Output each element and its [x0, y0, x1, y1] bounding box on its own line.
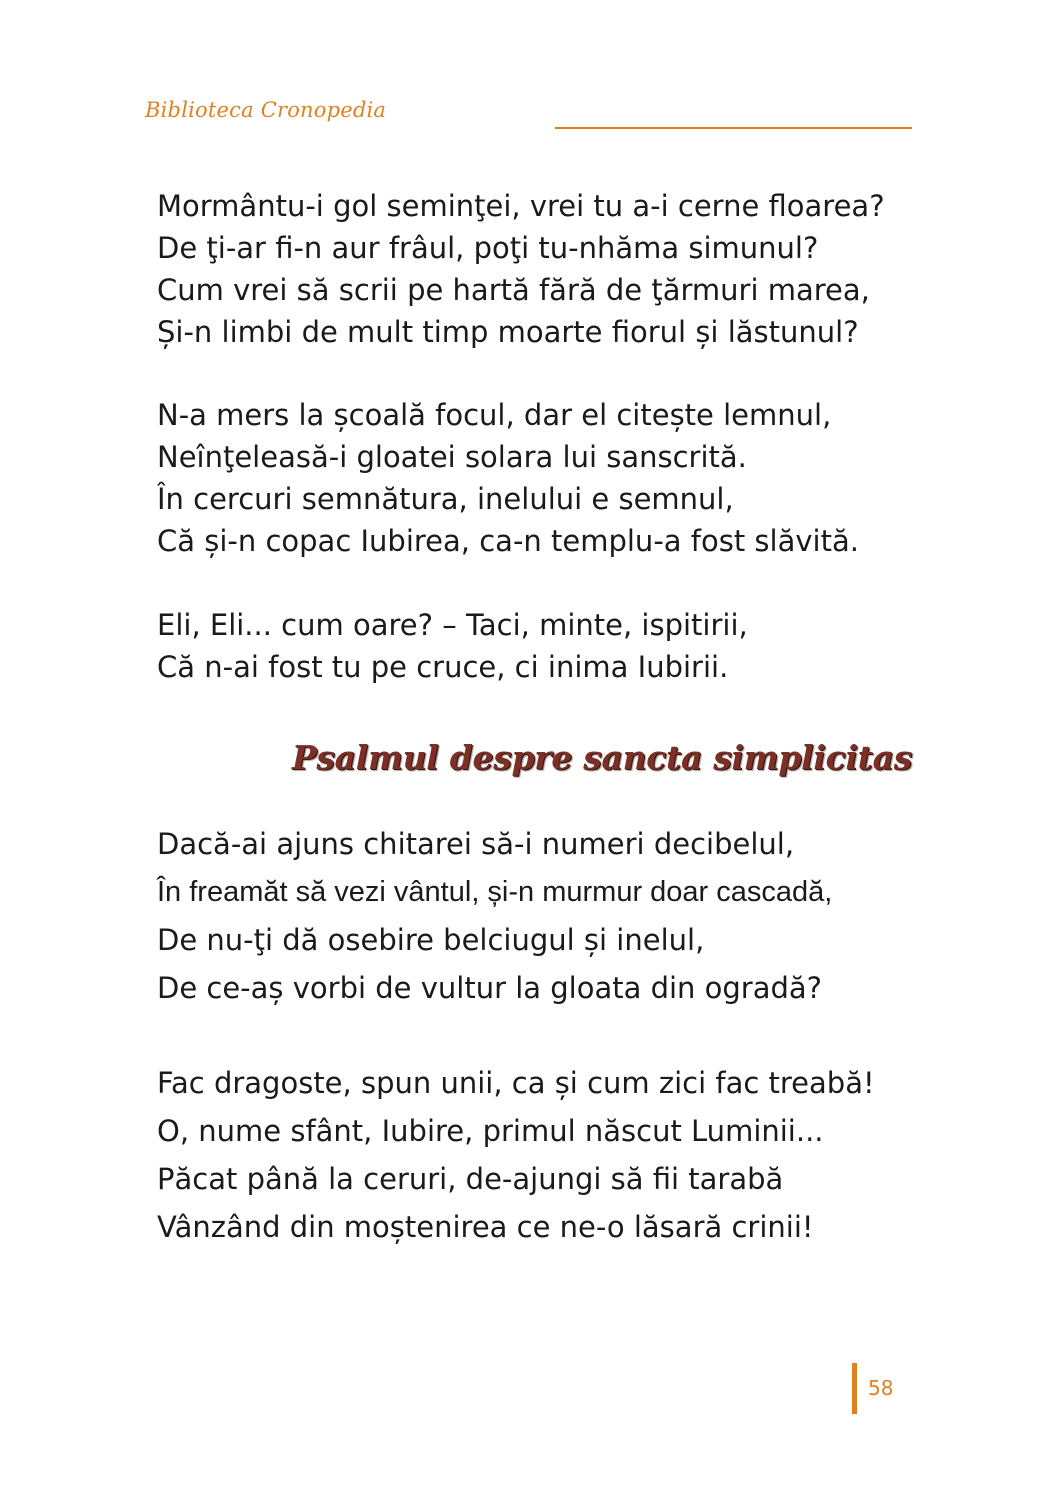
- poem-line: Mormântu-i gol seminţei, vrei tu a-i cerne floarea?: [157, 189, 885, 223]
- poem-line: În freamăt să vezi vântul, și-n murmur doar cascadă,: [157, 876, 833, 908]
- stanza: [157, 1059, 875, 1251]
- poem-title: Psalmul despre sancta simplicitas: [291, 738, 912, 777]
- poem-line: O, nume sfânt, Iubire, primul născut Luminii...: [157, 1114, 824, 1148]
- poem-line: Cum vrei să scrii pe hartă fără de ţărmuri marea,: [157, 273, 870, 307]
- poem-line: Eli, Eli... cum oare? – Taci, minte, ispitirii,: [157, 608, 748, 642]
- poem-line: Fac dragoste, spun unii, ca și cum zici fac treabă!: [157, 1066, 875, 1100]
- poem-line: Că și-n copac Iubirea, ca-n templu-a fost slăvită.: [157, 524, 859, 558]
- poem-line: De ce-aș vorbi de vultur la gloata din ogradă?: [157, 971, 823, 1005]
- page-number-bar: [852, 1363, 857, 1414]
- poem-line: N-a mers la școală focul, dar el citește lemnul,: [157, 398, 832, 432]
- poem-line: Dacă-ai ajuns chitarei să-i numeri decibelul,: [157, 827, 795, 861]
- poem-line: De ţi-ar fi-n aur frâul, poţi tu-nhăma simunul?: [157, 231, 819, 265]
- header-rule: [555, 127, 912, 129]
- stanza: [157, 604, 748, 688]
- stanza: [157, 185, 885, 353]
- stanza: [157, 394, 859, 562]
- poem-line: Păcat până la ceruri, de-ajungi să fii tarabă: [157, 1162, 784, 1196]
- poem-line: Și-n limbi de mult timp moarte fiorul și lăstunul?: [157, 315, 859, 349]
- poem-line: De nu-ţi dă osebire belciugul și inelul,: [157, 923, 705, 957]
- running-header-title: Biblioteca Cronopedia: [145, 98, 387, 122]
- page-number: 58: [868, 1376, 894, 1400]
- poem-line: Că n-ai fost tu pe cruce, ci inima Iubirii.: [157, 650, 729, 684]
- stanza: [157, 820, 832, 1012]
- poem-line: Neînţeleasă-i gloatei solara lui sanscrită.: [157, 440, 747, 474]
- poem-line: Vânzând din moștenirea ce ne-o lăsară crinii!: [157, 1210, 814, 1244]
- poem-line: În cercuri semnătura, inelului e semnul,: [157, 482, 734, 516]
